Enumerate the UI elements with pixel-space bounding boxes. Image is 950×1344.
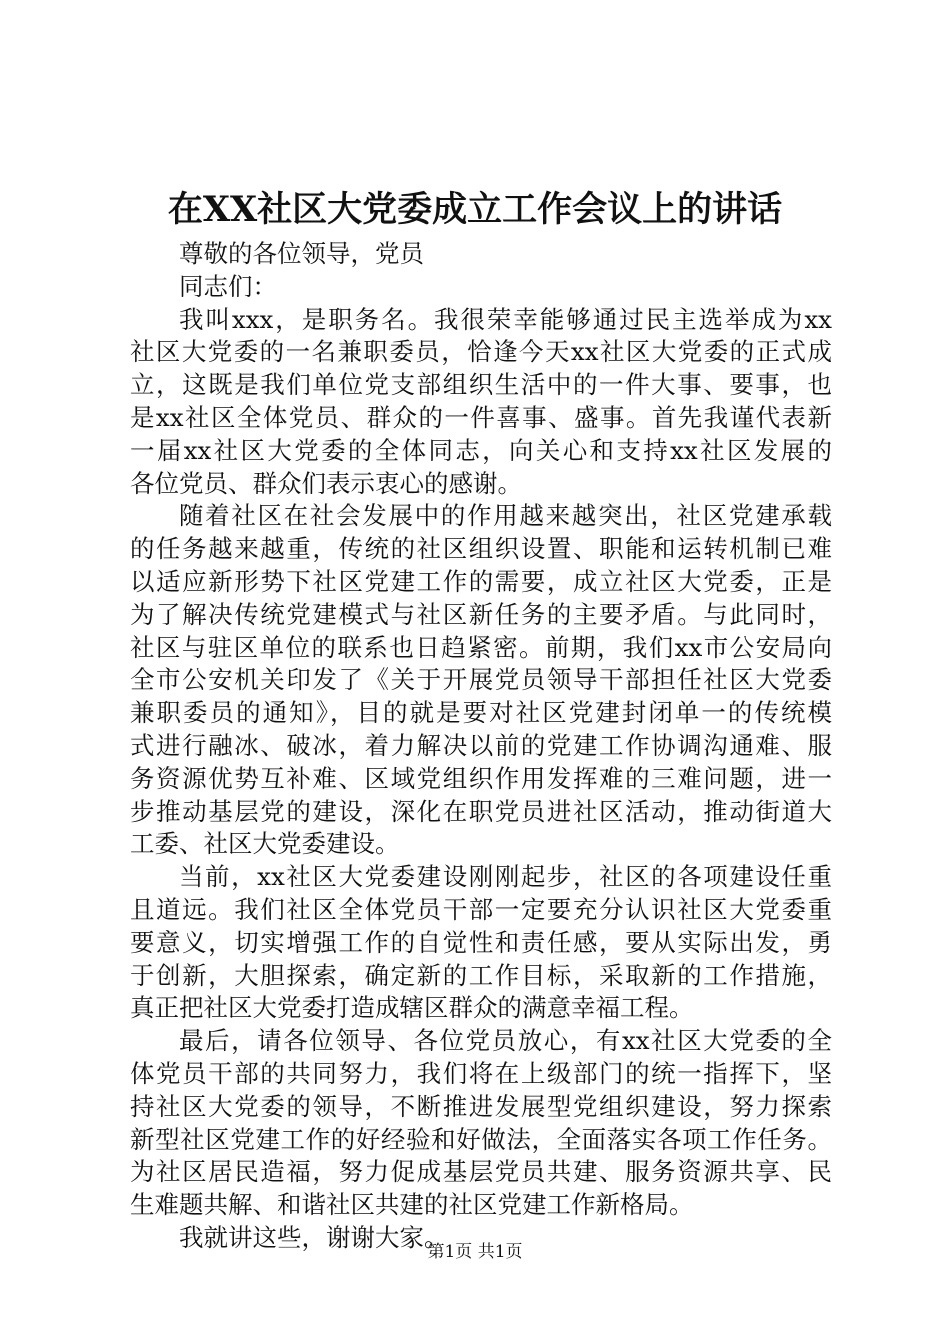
paragraph-line: 各位党员、群众们表示衷心的感谢。 bbox=[130, 468, 522, 498]
paragraph-line: 兼职委员的通知》，目的就是要对社区党建封闭单一的传统模 bbox=[130, 698, 832, 728]
paragraph-line: 当前，xx社区大党委建设刚刚起步，社区的各项建设任重 bbox=[179, 862, 832, 892]
paragraph-line: 工委、社区大党委建设。 bbox=[130, 829, 400, 859]
paragraph-line: 随着社区在社会发展中的作用越来越突出，社区党建承载 bbox=[179, 501, 832, 531]
paragraph-line: 全市公安机关印发了《关于开展党员领导干部担任社区大党委 bbox=[130, 665, 832, 695]
paragraph-line: 式进行融冰、破冰，着力解决以前的党建工作协调沟通难、服 bbox=[130, 730, 832, 760]
salutation-line: 同志们： bbox=[179, 271, 277, 301]
paragraph-line: 为社区居民造福，努力促成基层党员共建、服务资源共享、民 bbox=[130, 1157, 832, 1187]
paragraph-line: 真正把社区大党委打造成辖区群众的满意幸福工程。 bbox=[130, 993, 694, 1023]
paragraph-line: 我叫xxx，是职务名。我很荣幸能够通过民主选举成为xx bbox=[179, 304, 832, 334]
salutation-line: 尊敬的各位领导，党员 bbox=[179, 239, 424, 268]
paragraph-line: 以适应新形势下社区党建工作的需要，成立社区大党委，正是 bbox=[130, 566, 832, 596]
paragraph-line: 的任务越来越重，传统的社区组织设置、职能和运转机制已难 bbox=[130, 534, 832, 564]
paragraph-line: 新型社区党建工作的好经验和好做法，全面落实各项工作任务。 bbox=[130, 1124, 832, 1154]
page-footer: 第1页 共1页 bbox=[427, 1242, 523, 1262]
paragraph-line: 立，这既是我们单位党支部组织生活中的一件大事、要事，也 bbox=[130, 370, 832, 400]
paragraph-line: 最后，请各位领导、各位党员放心，有xx社区大党委的全 bbox=[179, 1026, 832, 1056]
paragraph-line: 体党员干部的共同努力，我们将在上级部门的统一指挥下，坚 bbox=[130, 1058, 832, 1088]
paragraph-line: 生难题共解、和谐社区共建的社区党建工作新格局。 bbox=[130, 1190, 694, 1220]
paragraph-line: 要意义，切实增强工作的自觉性和责任感，要从实际出发，勇 bbox=[130, 927, 832, 957]
paragraph-line: 为了解决传统党建模式与社区新任务的主要矛盾。与此同时， bbox=[130, 599, 832, 629]
paragraph-line: 务资源优势互补难、区域党组织作用发挥难的三难问题，进一 bbox=[130, 763, 832, 793]
paragraph-line: 步推动基层党的建设，深化在职党员进社区活动，推动街道大 bbox=[130, 796, 832, 826]
paragraph-line: 于创新，大胆探索，确定新的工作目标，采取新的工作措施， bbox=[130, 960, 832, 990]
paragraph-line: 社区大党委的一名兼职委员，恰逢今天xx社区大党委的正式成 bbox=[130, 337, 832, 367]
document-title: 在XX社区大党委成立工作会议上的讲话 bbox=[167, 189, 783, 230]
paragraph-line: 是xx社区全体党员、群众的一件喜事、盛事。首先我谨代表新 bbox=[130, 402, 832, 432]
paragraph-line: 持社区大党委的领导，不断推进发展型党组织建设，努力探索 bbox=[130, 1091, 832, 1121]
paragraph-line: 一届xx社区大党委的全体同志，向关心和支持xx社区发展的 bbox=[130, 435, 832, 465]
document-body bbox=[130, 238, 832, 1255]
paragraph-line: 且道远。我们社区全体党员干部一定要充分认识社区大党委重 bbox=[130, 894, 832, 924]
paragraph-line: 社区与驻区单位的联系也日趋紧密。前期，我们xx市公安局向 bbox=[130, 632, 832, 662]
paragraph-line: 我就讲这些，谢谢大家。 bbox=[179, 1222, 449, 1252]
